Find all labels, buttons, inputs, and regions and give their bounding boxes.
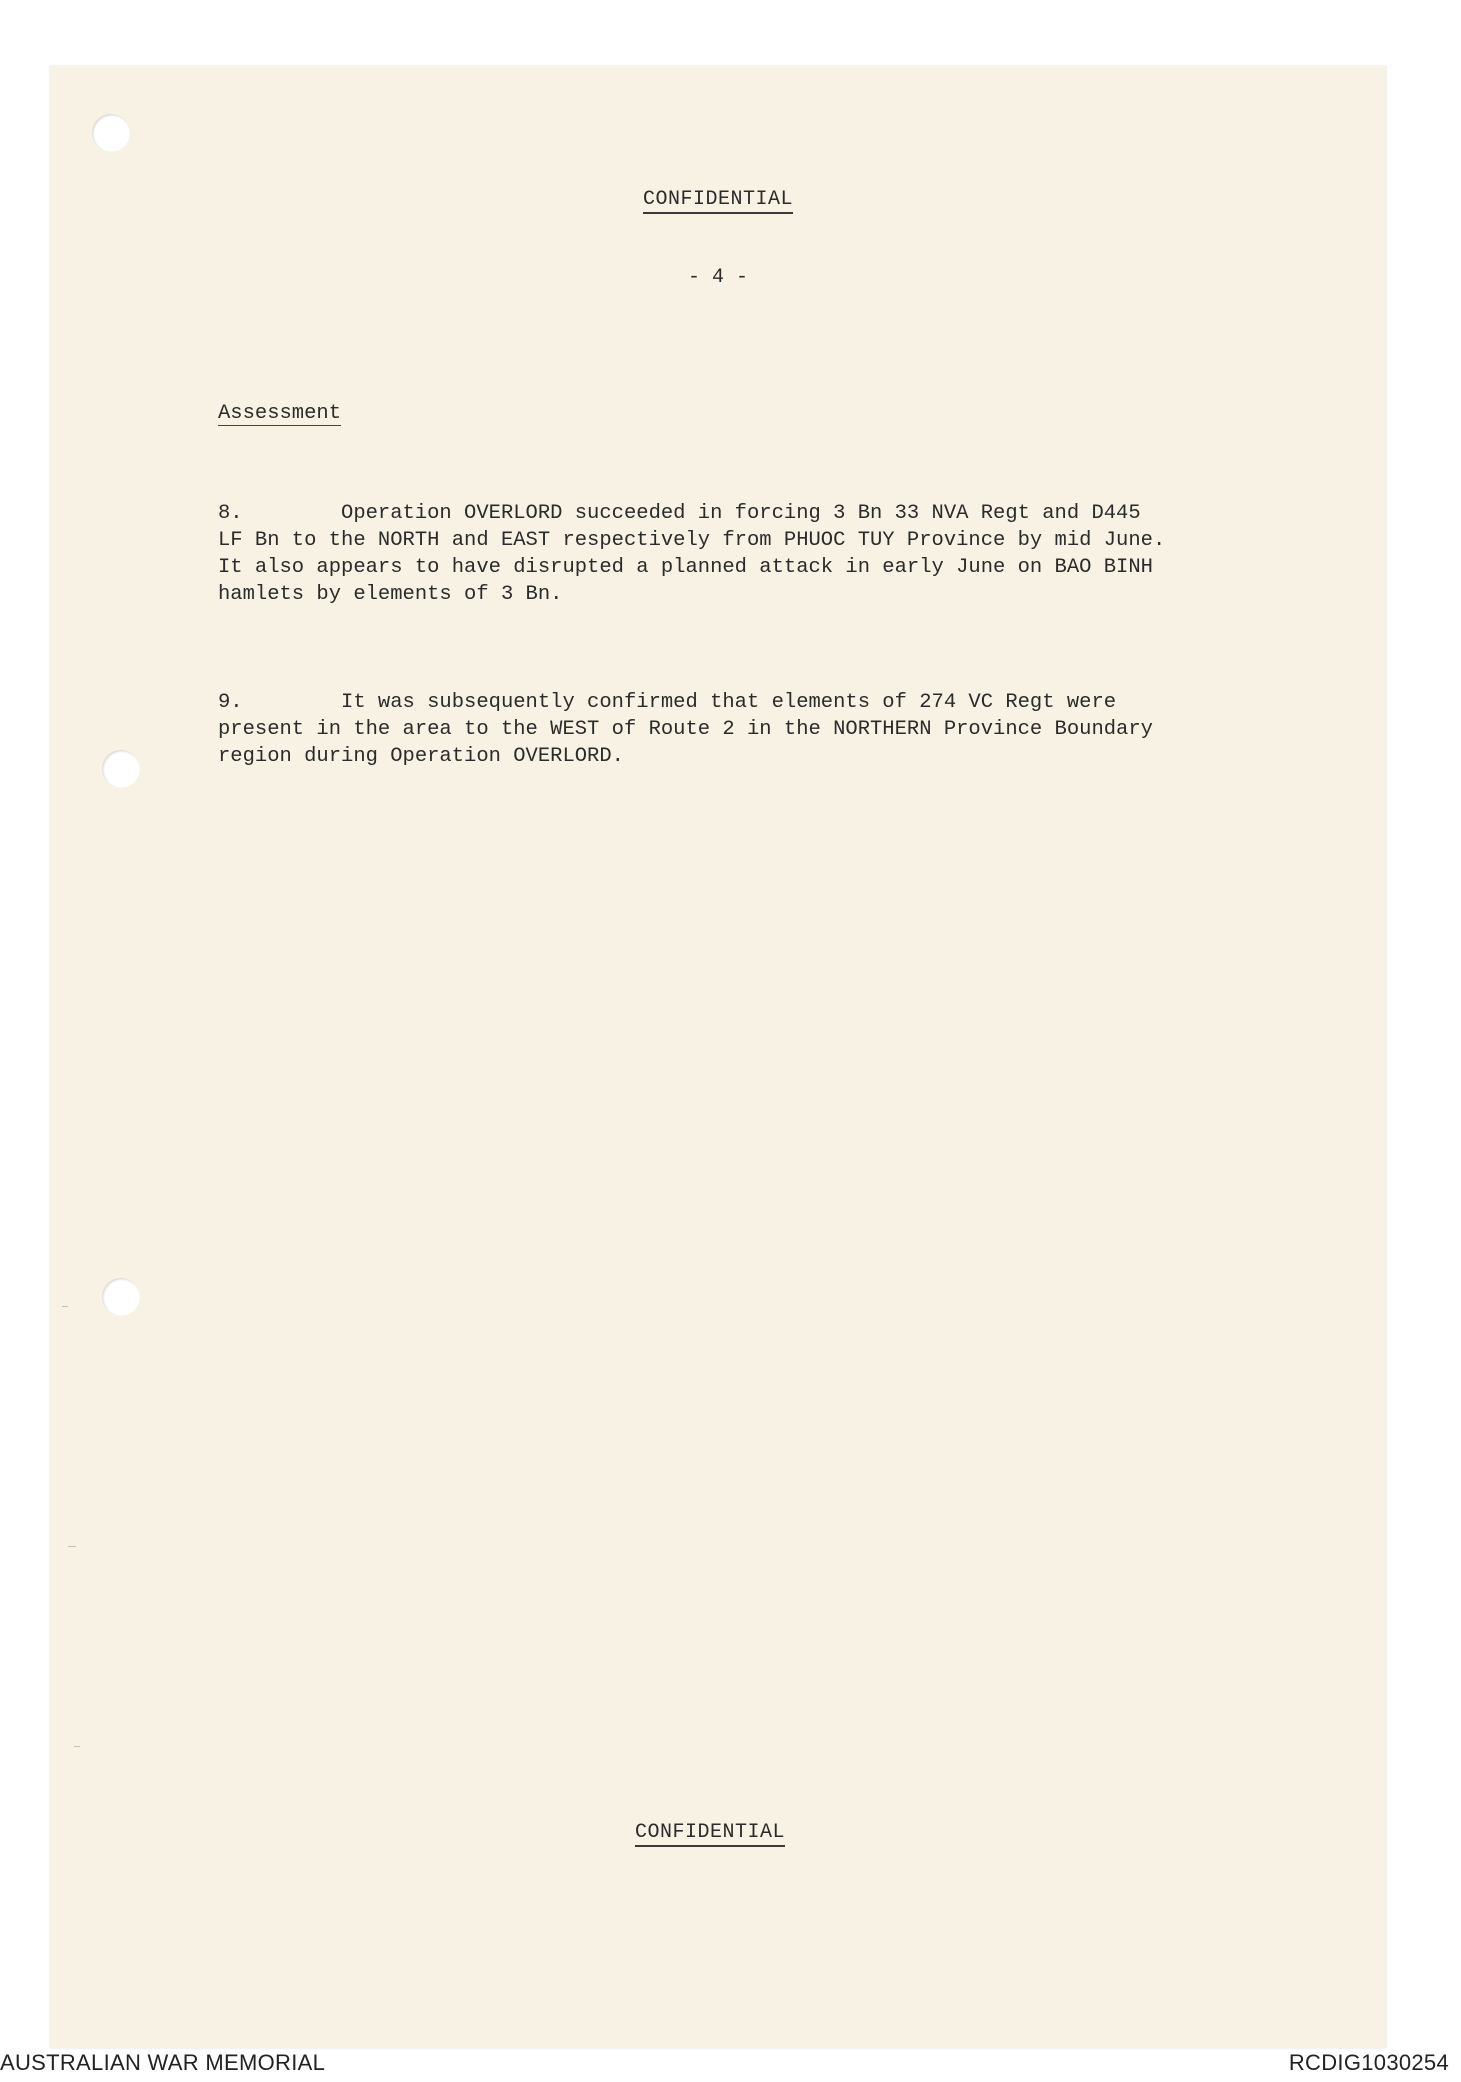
punch-hole xyxy=(102,1278,140,1316)
paragraph-8: 8. Operation OVERLORD succeeded in forcing 3 Bn 33 NVA Regt and D445 LF Bn to the NORTH and EAST respectively from PHUOC TUY Province by mid June. It also appears to have disrupted a planned attack in early June on BAO BINH hamlets by elements of 3 Bn. xyxy=(218,502,1166,606)
punch-hole xyxy=(102,750,140,788)
page-number: - 4 - xyxy=(687,266,748,289)
footer-record-id: RCDIG1030254 xyxy=(1288,2050,1449,2075)
paragraph-9: 9. It was subsequently confirmed that elements of 274 VC Regt were present in the area to the WEST of Route 2 in the NORTHERN Province Boundary region during Operation OVERLORD. xyxy=(218,691,1153,768)
classification-footer-text: CONFIDENTIAL xyxy=(635,1821,785,1847)
classification-header xyxy=(50,188,1386,214)
paper-speck xyxy=(68,1546,76,1547)
document-body xyxy=(218,346,1328,851)
punch-hole xyxy=(92,114,130,152)
paper-speck xyxy=(74,1746,80,1747)
classification-header-text: CONFIDENTIAL xyxy=(643,188,793,214)
footer-institution: AUSTRALIAN WAR MEMORIAL xyxy=(0,2050,326,2075)
section-heading: Assessment xyxy=(218,402,342,425)
document-page xyxy=(50,66,1386,2048)
classification-footer xyxy=(42,1821,1378,1847)
paper-speck xyxy=(62,1306,68,1307)
